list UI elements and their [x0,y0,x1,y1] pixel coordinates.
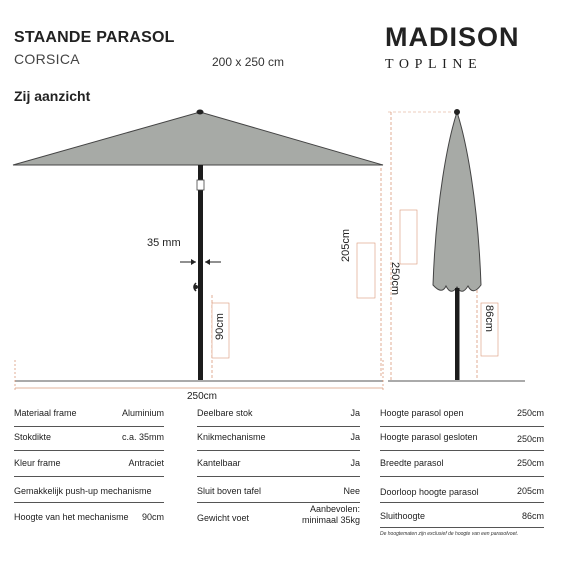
spec-value: c.a. 35mm [121,432,164,442]
spec-label: Hoogte van het mechanisme [14,512,129,522]
brand-sub-logo: TOPLINE [385,57,483,72]
spec-value: 86cm [521,511,544,521]
closed-pole [455,288,460,380]
width-250-label: 250cm [187,391,218,402]
spec-label: Gemakkelijk push-up mechanisme [14,486,152,496]
height-90-label: 90cm [214,313,226,340]
canopy-top-cap [197,110,204,115]
footnote: De hoogtematen zijn exclusief de hoogte van een parasolvoet. [380,531,519,537]
spec-label: Breedte parasol [380,458,444,468]
spec-value: Ja [350,458,360,468]
brand-logo: MADISON [385,22,520,52]
spec-label: Hoogte parasol gesloten [380,432,478,442]
spec-label: Kleur frame [14,458,61,468]
product-title: STAANDE PARASOL [14,29,175,46]
spec-value: Antraciet [128,458,164,468]
spec-value: Ja [350,432,360,442]
spec-label: Stokdikte [14,432,52,442]
spec-value: Aluminium [121,408,164,418]
spec-label: Knikmechanisme [197,432,266,442]
product-dimensions: 200 x 250 cm [212,55,285,69]
spec-value-2: minimaal 35kg [301,515,360,525]
spec-label: Hoogte parasol open [380,408,464,418]
spec-value: 90cm [141,512,164,522]
height-205-label: 205cm [340,228,352,262]
spec-value: 250cm [516,408,544,418]
spec-label: Sluit boven tafel [197,486,262,496]
spec-value: 250cm [516,434,544,444]
pole-clip [197,180,204,190]
spec-label: Doorloop hoogte parasol [380,487,479,497]
spec-value: Nee [343,486,360,496]
pole-diameter-label: 35 mm [147,237,181,249]
product-subtitle: CORSICA [14,51,80,67]
spec-label: Gewicht voet [197,513,250,523]
crank-knob [194,285,198,289]
spec-label: Materiaal frame [14,408,77,418]
closed-canopy [433,112,481,291]
open-pole [198,165,203,380]
view-label: Zij aanzicht [14,88,91,104]
spec-value: 250cm [516,458,544,468]
height-250-label: 250cm [389,262,401,296]
height-86-label: 86cm [483,305,495,332]
spec-label: Kantelbaar [197,458,241,468]
spec-label: Deelbare stok [197,408,253,418]
spec-value: Ja [350,408,360,418]
open-canopy [13,112,383,165]
spec-value: Aanbevolen: [309,504,360,514]
spec-value: 205cm [516,486,544,496]
spec-label: Sluithoogte [380,511,426,521]
